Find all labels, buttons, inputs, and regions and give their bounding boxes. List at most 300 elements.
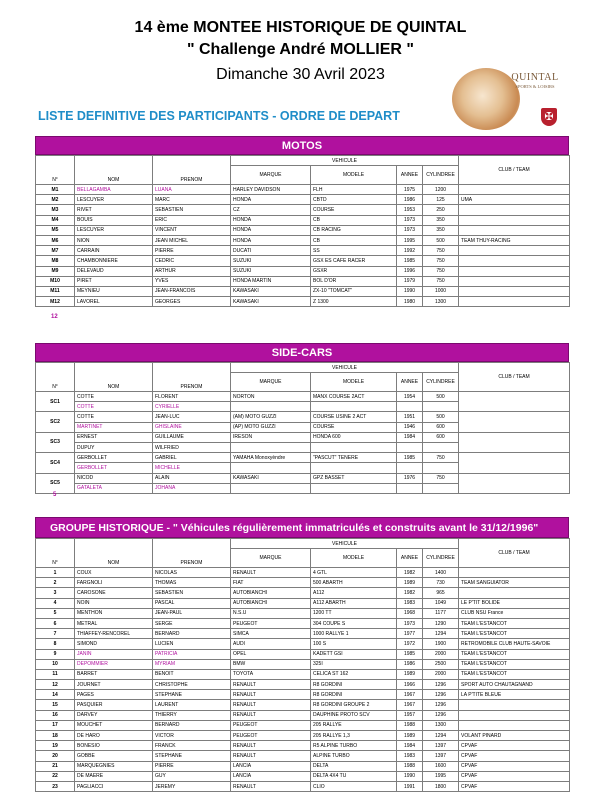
row-annee: 1976 — [397, 473, 423, 483]
row-modele: MANX COURSE 2ACT — [311, 392, 397, 402]
row-nom: MOUCHET — [75, 720, 153, 730]
row-cylindree: 350 — [423, 225, 459, 235]
row-annee-passenger: 1946 — [397, 422, 423, 432]
row-number: M6 — [36, 235, 75, 245]
row-annee: 1967 — [397, 700, 423, 710]
row-modele: 205 RALLYE 1,3 — [311, 731, 397, 741]
row-marque-passenger — [231, 442, 311, 452]
row-nom: LESCUYER — [75, 195, 153, 205]
row-prenom: LUANA — [153, 185, 231, 195]
sidecars-title: SIDE-CARS — [35, 343, 569, 362]
row-cylindree: 250 — [423, 205, 459, 215]
row-modele: COURSE USINE 2 ACT — [311, 412, 397, 422]
row-cylindree: 125 — [423, 195, 459, 205]
header-annee: ANNEE — [397, 166, 423, 185]
row-modele-passenger — [311, 402, 397, 412]
row-nom: CHAMBONNIERE — [75, 256, 153, 266]
row-club: TEAM L'ESTANCOT — [459, 659, 570, 669]
row-number: 14 — [36, 690, 75, 700]
row-modele: 500 ABARTH — [311, 578, 397, 588]
row-modele: "PASCUT" TENERE — [311, 453, 397, 463]
table-row — [36, 781, 570, 791]
row-nom: METRAL — [75, 618, 153, 628]
row-nom: CARRAIN — [75, 246, 153, 256]
row-prenom: LAURENT — [153, 700, 231, 710]
row-cylindree-passenger — [423, 442, 459, 452]
row-annee: 1977 — [397, 629, 423, 639]
header-modele: MODELE — [311, 549, 397, 568]
row-prenom-passenger: CYRIELLE — [153, 402, 231, 412]
logo-name: QUINTAL — [511, 72, 559, 83]
table-row — [36, 195, 570, 205]
row-nom: BOUIS — [75, 215, 153, 225]
row-club: RETROMOBILE CLUB HAUTE-SAVOIE — [459, 639, 570, 649]
row-marque: KAWASAKI — [231, 297, 311, 307]
row-nom: THIAFFEY-RENCOREL — [75, 629, 153, 639]
row-nom: DARVEY — [75, 710, 153, 720]
row-nom: MEYNIEU — [75, 286, 153, 296]
header-cylindree: CYLINDREE — [423, 166, 459, 185]
row-nom: ERNEST — [75, 432, 153, 442]
row-annee: 1992 — [397, 246, 423, 256]
row-club: CPVAF — [459, 781, 570, 791]
header-nom: NOM — [75, 156, 153, 185]
row-modele: 1200 TT — [311, 608, 397, 618]
table-row — [36, 215, 570, 225]
row-number: 1 — [36, 568, 75, 578]
row-number: SC3 — [36, 432, 75, 452]
row-cylindree: 1049 — [423, 598, 459, 608]
event-title: 14 ème MONTEE HISTORIQUE DE QUINTAL — [134, 19, 467, 36]
row-nom: MENTHON — [75, 608, 153, 618]
row-number: 6 — [36, 618, 75, 628]
crest-icon: ✠ — [541, 108, 557, 126]
table-row — [36, 432, 570, 442]
row-marque-passenger — [231, 402, 311, 412]
row-prenom: SERGE — [153, 618, 231, 628]
table-row — [36, 225, 570, 235]
row-prenom: THIERRY — [153, 710, 231, 720]
row-club: LE P'TIT BOLIDE — [459, 598, 570, 608]
row-prenom: ALAIN — [153, 473, 231, 483]
header-modele: MODELE — [311, 166, 397, 185]
row-annee: 1954 — [397, 392, 423, 402]
header-club: CLUB / TEAM — [459, 539, 570, 568]
row-marque: RENAULT — [231, 690, 311, 700]
table-row — [36, 412, 570, 422]
row-cylindree: 1294 — [423, 629, 459, 639]
header-nom: NOM — [75, 539, 153, 568]
row-number: 4 — [36, 598, 75, 608]
row-nom: GERBOLLET — [75, 453, 153, 463]
row-prenom: SEBASTIEN — [153, 588, 231, 598]
table-row — [36, 588, 570, 598]
row-nom: DELEVAUD — [75, 266, 153, 276]
row-nom: PAGES — [75, 690, 153, 700]
row-number: 10 — [36, 659, 75, 669]
row-prenom-passenger: MICHELLE — [153, 463, 231, 473]
row-club: TEAM THUY-RACING — [459, 235, 570, 245]
header-nom: NOM — [75, 363, 153, 392]
table-row — [36, 246, 570, 256]
motos-table — [35, 155, 570, 307]
row-nom: FARGNOLI — [75, 578, 153, 588]
row-number: M12 — [36, 297, 75, 307]
row-modele: R5 ALPINE TURBO — [311, 741, 397, 751]
row-annee: 1957 — [397, 710, 423, 720]
row-prenom: BENOIT — [153, 669, 231, 679]
row-number: 22 — [36, 771, 75, 781]
row-prenom: FRANCK — [153, 741, 231, 751]
row-marque: HONDA MARTIN — [231, 276, 311, 286]
row-club: UMA — [459, 195, 570, 205]
row-annee: 1986 — [397, 659, 423, 669]
row-cylindree: 750 — [423, 473, 459, 483]
row-cylindree: 1400 — [423, 568, 459, 578]
row-number: M11 — [36, 286, 75, 296]
header-num: N° — [36, 156, 75, 185]
header-annee: ANNEE — [397, 373, 423, 392]
row-nom: CAROSONE — [75, 588, 153, 598]
motos-count: 12 — [51, 314, 58, 320]
table-row — [36, 608, 570, 618]
header-annee: ANNEE — [397, 549, 423, 568]
row-annee: 1985 — [397, 256, 423, 266]
row-cylindree: 1200 — [423, 185, 459, 195]
row-annee: 1973 — [397, 618, 423, 628]
row-cylindree: 750 — [423, 246, 459, 256]
row-prenom: FLORENT — [153, 392, 231, 402]
row-prenom: LUCIEN — [153, 639, 231, 649]
row-prenom: JEAN-LUC — [153, 412, 231, 422]
row-marque: AUDI — [231, 639, 311, 649]
row-annee: 1983 — [397, 751, 423, 761]
header-prenom: PRENOM — [153, 156, 231, 185]
table-row — [36, 185, 570, 195]
row-marque: HONDA — [231, 225, 311, 235]
row-nom: BARRET — [75, 669, 153, 679]
row-marque: DUCATI — [231, 246, 311, 256]
row-marque: RENAULT — [231, 700, 311, 710]
row-annee: 1996 — [397, 266, 423, 276]
row-modele: CB — [311, 215, 397, 225]
header-marque: MARQUE — [231, 373, 311, 392]
table-row — [36, 618, 570, 628]
row-annee: 1985 — [397, 649, 423, 659]
row-cylindree: 1995 — [423, 771, 459, 781]
table-row — [36, 598, 570, 608]
row-cylindree: 1300 — [423, 720, 459, 730]
row-modele-passenger — [311, 483, 397, 493]
row-nom: LESCUYER — [75, 225, 153, 235]
row-prenom: VINCENT — [153, 225, 231, 235]
row-marque: AUTOBIANCHI — [231, 598, 311, 608]
row-nom: COTTE — [75, 392, 153, 402]
row-number: M7 — [36, 246, 75, 256]
row-annee: 1953 — [397, 205, 423, 215]
row-marque-passenger — [231, 483, 311, 493]
row-annee: 1968 — [397, 608, 423, 618]
row-modele: CBTD — [311, 195, 397, 205]
row-prenom: STEPHANE — [153, 751, 231, 761]
row-marque: YAMAHA Monoxyèndre — [231, 453, 311, 463]
row-modele: R8 GORDINI — [311, 690, 397, 700]
row-number: M10 — [36, 276, 75, 286]
historique-table — [35, 538, 570, 792]
table-row — [36, 473, 570, 483]
row-annee-passenger — [397, 463, 423, 473]
row-cylindree: 1000 — [423, 286, 459, 296]
row-cylindree: 750 — [423, 453, 459, 463]
row-cylindree: 965 — [423, 588, 459, 598]
row-modele: CELICA ST 162 — [311, 669, 397, 679]
row-modele-passenger — [311, 463, 397, 473]
table-row — [36, 710, 570, 720]
header-modele: MODELE — [311, 373, 397, 392]
row-annee: 1989 — [397, 669, 423, 679]
row-marque: PEUGEOT — [231, 720, 311, 730]
row-cylindree: 500 — [423, 412, 459, 422]
row-cylindree: 730 — [423, 578, 459, 588]
row-modele: R8 GORDINI — [311, 680, 397, 690]
row-prenom: VICTOR — [153, 731, 231, 741]
table-row — [36, 297, 570, 307]
row-cylindree: 1296 — [423, 710, 459, 720]
row-modele: BOL D'OR — [311, 276, 397, 286]
row-prenom: STEPHANE — [153, 690, 231, 700]
row-marque: RENAULT — [231, 680, 311, 690]
row-prenom: BERNARD — [153, 720, 231, 730]
row-club — [459, 225, 570, 235]
row-modele: Z 1300 — [311, 297, 397, 307]
row-club: TEAM SANGUIATOR — [459, 578, 570, 588]
row-prenom-passenger: JOHANA — [153, 483, 231, 493]
row-marque: HARLEY DAVIDSON — [231, 185, 311, 195]
row-nom-passenger: MARTINET — [75, 422, 153, 432]
row-modele: 304 COUPE S — [311, 618, 397, 628]
row-number: 21 — [36, 761, 75, 771]
row-club: TEAM L'ESTANCOT — [459, 618, 570, 628]
row-nom: NICOD — [75, 473, 153, 483]
row-prenom: CEDRIC — [153, 256, 231, 266]
row-modele: 1000 RALLYE 1 — [311, 629, 397, 639]
row-cylindree: 2000 — [423, 669, 459, 679]
table-row — [36, 761, 570, 771]
row-annee: 1979 — [397, 276, 423, 286]
row-nom: COUX — [75, 568, 153, 578]
table-row — [36, 568, 570, 578]
row-club — [459, 246, 570, 256]
row-prenom: GEORGES — [153, 297, 231, 307]
table-row — [36, 680, 570, 690]
row-marque: N.S.U — [231, 608, 311, 618]
row-prenom: NICOLAS — [153, 568, 231, 578]
row-annee: 1983 — [397, 598, 423, 608]
row-club — [459, 297, 570, 307]
row-annee: 1988 — [397, 761, 423, 771]
row-annee: 1995 — [397, 235, 423, 245]
row-number: 2 — [36, 578, 75, 588]
row-modele: HONDA 600 — [311, 432, 397, 442]
row-marque: KAWASAKI — [231, 473, 311, 483]
row-annee-passenger — [397, 402, 423, 412]
row-number: 20 — [36, 751, 75, 761]
row-modele: GPZ BASSET — [311, 473, 397, 483]
row-nom: RIVET — [75, 205, 153, 215]
row-annee: 1973 — [397, 225, 423, 235]
row-modele: KADETT GSI — [311, 649, 397, 659]
table-row — [36, 453, 570, 463]
header-vehicule: VEHICULE — [231, 363, 459, 373]
row-marque-passenger: (AP) MOTO GUZZI — [231, 422, 311, 432]
table-row — [36, 771, 570, 781]
row-number: 19 — [36, 741, 75, 751]
row-club — [459, 205, 570, 215]
row-prenom: JEAN MICHEL — [153, 235, 231, 245]
row-annee: 1975 — [397, 185, 423, 195]
table-row — [36, 629, 570, 639]
row-modele: COURSE — [311, 205, 397, 215]
table-row — [36, 741, 570, 751]
row-modele: GSXR — [311, 266, 397, 276]
header-marque: MARQUE — [231, 166, 311, 185]
row-nom: JANIN — [75, 649, 153, 659]
row-prenom-passenger: WILFRIED — [153, 442, 231, 452]
table-row — [36, 731, 570, 741]
row-number: SC5 — [36, 473, 75, 493]
row-marque: (AM) MOTO GUZZI — [231, 412, 311, 422]
row-annee: 1989 — [397, 578, 423, 588]
historique-title: GROUPE HISTORIQUE - " Véhicules régulièrement immatriculés et construits avant le 31/12/1996" — [35, 517, 569, 538]
row-nom: NION — [75, 235, 153, 245]
row-club — [459, 432, 570, 452]
row-cylindree: 1397 — [423, 751, 459, 761]
row-club — [459, 266, 570, 276]
event-subtitle: " Challenge André MOLLIER " — [186, 41, 415, 58]
header-vehicule: VEHICULE — [231, 539, 459, 549]
row-marque: RENAULT — [231, 568, 311, 578]
row-annee: 1989 — [397, 731, 423, 741]
row-club: CPVAF — [459, 761, 570, 771]
row-modele: DAUPHINE PROTO SCV — [311, 710, 397, 720]
row-nom: SIMOND — [75, 639, 153, 649]
row-nom-passenger: COTTE — [75, 402, 153, 412]
header-marque: MARQUE — [231, 549, 311, 568]
row-modele: DELTA — [311, 761, 397, 771]
row-annee: 1990 — [397, 771, 423, 781]
row-prenom: SEBASTIEN — [153, 205, 231, 215]
row-prenom: THOMAS — [153, 578, 231, 588]
table-row — [36, 639, 570, 649]
sidecars-table — [35, 362, 570, 494]
row-modele: A112 — [311, 588, 397, 598]
row-marque: CZ — [231, 205, 311, 215]
row-number: 17 — [36, 720, 75, 730]
table-row — [36, 578, 570, 588]
row-club — [459, 473, 570, 493]
row-club — [459, 392, 570, 412]
row-number: SC4 — [36, 453, 75, 473]
row-annee: 1982 — [397, 588, 423, 598]
row-modele: 325I — [311, 659, 397, 669]
row-modele: 205 RALLYE — [311, 720, 397, 730]
row-nom: DE HARO — [75, 731, 153, 741]
row-number: 7 — [36, 629, 75, 639]
row-number: 9 — [36, 649, 75, 659]
row-club: CLUB NSU France — [459, 608, 570, 618]
row-nom: JOURNET — [75, 680, 153, 690]
table-row — [36, 751, 570, 761]
row-marque: OPEL — [231, 649, 311, 659]
row-cylindree-passenger — [423, 463, 459, 473]
row-modele: 100 S — [311, 639, 397, 649]
row-club — [459, 720, 570, 730]
row-number: 15 — [36, 700, 75, 710]
row-marque: SUZUKI — [231, 256, 311, 266]
row-club: VOLANT PINARD — [459, 731, 570, 741]
row-marque: HONDA — [231, 235, 311, 245]
row-modele: R8 GORDINI GROUPE 2 — [311, 700, 397, 710]
table-row — [36, 235, 570, 245]
row-number: 5 — [36, 608, 75, 618]
row-prenom: PIERRE — [153, 761, 231, 771]
row-number: M5 — [36, 225, 75, 235]
row-annee: 1990 — [397, 286, 423, 296]
row-marque-passenger — [231, 463, 311, 473]
row-prenom: GABRIEL — [153, 453, 231, 463]
row-nom-passenger: GERBOLLET — [75, 463, 153, 473]
row-club: TEAM L'ESTANCOT — [459, 649, 570, 659]
row-cylindree: 2000 — [423, 649, 459, 659]
row-cylindree: 500 — [423, 235, 459, 245]
row-marque: RENAULT — [231, 751, 311, 761]
row-annee: 1985 — [397, 453, 423, 463]
row-modele: ZX-10 "TOMCAT" — [311, 286, 397, 296]
row-prenom: PIERRE — [153, 246, 231, 256]
row-cylindree: 1397 — [423, 741, 459, 751]
row-nom: PASQUIER — [75, 700, 153, 710]
header-vehicule: VEHICULE — [231, 156, 459, 166]
row-number: 16 — [36, 710, 75, 720]
row-nom: BELLAGAMBA — [75, 185, 153, 195]
row-number: 12 — [36, 680, 75, 690]
table-row — [36, 720, 570, 730]
row-nom: DEPOMMIER — [75, 659, 153, 669]
row-marque: PEUGEOT — [231, 731, 311, 741]
row-prenom: JEAN-PAUL — [153, 608, 231, 618]
row-annee: 1951 — [397, 412, 423, 422]
row-club — [459, 286, 570, 296]
row-club: TEAM L'ESTANCOT — [459, 629, 570, 639]
row-annee: 1982 — [397, 568, 423, 578]
row-marque: KAWASAKI — [231, 286, 311, 296]
row-club — [459, 568, 570, 578]
row-prenom: ARTHUR — [153, 266, 231, 276]
row-cylindree: 1296 — [423, 690, 459, 700]
row-marque: IRESON — [231, 432, 311, 442]
row-marque: AUTOBIANCHI — [231, 588, 311, 598]
row-nom-passenger: GATALETA — [75, 483, 153, 493]
table-row — [36, 392, 570, 402]
row-club: TEAM L'ESTANCOT — [459, 669, 570, 679]
row-club — [459, 412, 570, 432]
row-club — [459, 453, 570, 473]
row-modele: SS — [311, 246, 397, 256]
row-marque: LANCIA — [231, 771, 311, 781]
row-annee: 1986 — [397, 195, 423, 205]
header-cylindree: CYLINDREE — [423, 549, 459, 568]
row-club — [459, 710, 570, 720]
